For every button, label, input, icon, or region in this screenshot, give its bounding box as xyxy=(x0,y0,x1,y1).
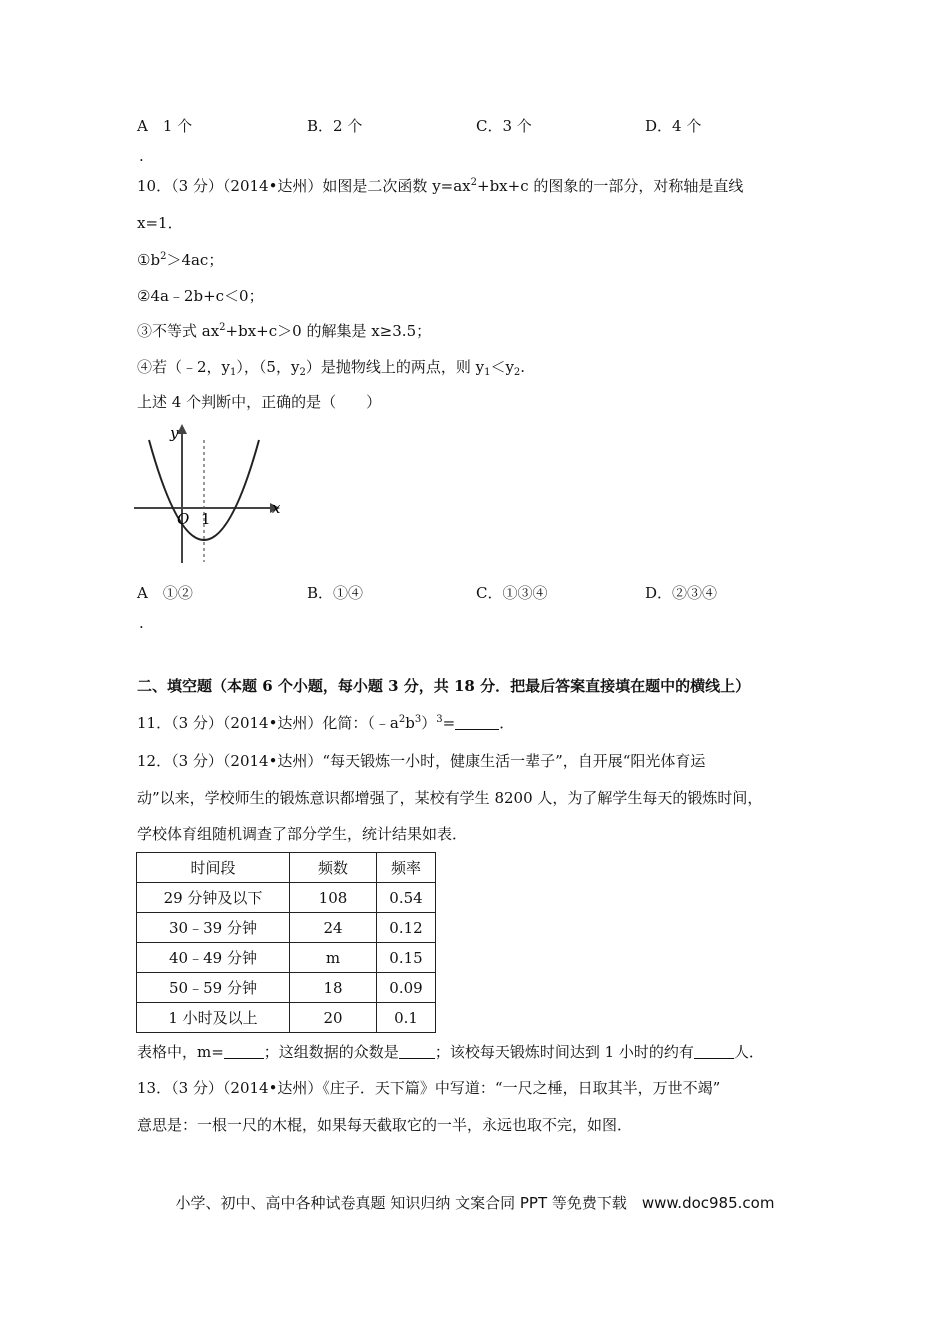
q10-s4-sub4: 2 xyxy=(513,367,521,378)
q10-s1-exp: 2 xyxy=(160,251,167,262)
q10-s3-text: ③不等式 ax xyxy=(137,322,220,340)
q12-after-c: ；该校每天锻炼时间达到 1 小时的约有 xyxy=(434,1043,694,1061)
table-cell: m xyxy=(290,943,377,973)
table-header-cell: 频数 xyxy=(290,853,377,883)
q10-s4-text-b: ），（5，y xyxy=(236,358,300,376)
table-header-row xyxy=(137,853,436,883)
q10-stem-text-2: +bx+c 的图象的一部分，对称轴是直线 xyxy=(477,177,744,195)
y-axis-label: y xyxy=(170,424,179,442)
table-cell: 30﹣39 分钟 xyxy=(137,913,290,943)
table-cell: 24 xyxy=(290,913,377,943)
q10-option-d: D．②③④ xyxy=(645,584,718,602)
q10-s4-text-a: ④若（﹣2，y xyxy=(137,358,231,376)
q12-mode-blank[interactable] xyxy=(399,1044,435,1059)
q10-s4-sub3: 1 xyxy=(484,367,491,378)
q10-statement-4 xyxy=(137,357,525,377)
q10-option-c: C．①③④ xyxy=(476,584,548,602)
section-heading: 二、填空题（本题 6 个小题，每小题 3 分，共 18 分．把最后答案直接填在题中的横线上） xyxy=(137,677,751,695)
q12-line3: 学校体育组随机调查了部分学生，统计结果如表． xyxy=(137,825,468,843)
q10-s4-sub1: 1 xyxy=(230,367,237,378)
q10-question: 上述 4 个判断中，正确的是（ ） xyxy=(137,393,382,411)
origin-label: O xyxy=(177,510,190,528)
q13-line2: 意思是：一根一尺的木棍，如果每天截取它的一半，永远也取不完，如图． xyxy=(137,1116,633,1134)
q10-s4-text-c: ）是抛物线上的两点，则 y xyxy=(305,358,485,376)
q10-s4-text-e: . xyxy=(520,358,526,376)
q11-b: b xyxy=(405,714,415,732)
q9-option-d: D．4 个 xyxy=(645,117,702,135)
q11-text: 11．（3 分）（2014•达州）化简：（﹣a xyxy=(137,714,399,732)
q10-stem-text: 10．（3 分）（2014•达州）如图是二次函数 y=ax xyxy=(137,177,471,195)
q10-stem-line1 xyxy=(137,176,743,196)
table-cell: 18 xyxy=(290,973,377,1003)
y-axis-arrow-icon xyxy=(177,424,187,434)
footer-text: 小学、初中、高中各种试卷真题 知识归纳 文案合同 PPT 等免费下载 www.doc985.com xyxy=(175,1194,775,1212)
q11-end: ． xyxy=(499,714,515,732)
q10-statement-3 xyxy=(137,321,431,341)
table-cell: 0.12 xyxy=(377,913,436,943)
q11-close: ） xyxy=(421,714,437,732)
tick-label-1: 1 xyxy=(201,510,211,528)
table-row xyxy=(137,973,436,1003)
q10-s3-text-2: +bx+c＞0 的解集是 x≥3.5； xyxy=(225,322,432,340)
q10-option-dot: . xyxy=(139,614,144,632)
table-cell: 0.09 xyxy=(377,973,436,1003)
q10-statement-1 xyxy=(137,250,223,270)
table-cell: 0.15 xyxy=(377,943,436,973)
q10-s4-text-d: ＜y xyxy=(490,358,514,376)
q10-option-b: B．①④ xyxy=(307,584,364,602)
table-header-cell: 频率 xyxy=(377,853,436,883)
q10-exponent: 2 xyxy=(470,177,478,188)
table-cell: 1 小时及以上 xyxy=(137,1003,290,1033)
q10-s3-exp: 2 xyxy=(219,322,226,333)
q9-option-a: A 1 个 xyxy=(137,117,193,135)
table-cell: 20 xyxy=(290,1003,377,1033)
q11-line xyxy=(137,713,514,733)
table-cell: 108 xyxy=(290,883,377,913)
q12-answer-line xyxy=(137,1042,764,1062)
q11-eq: = xyxy=(442,714,456,732)
table-cell: 40﹣49 分钟 xyxy=(137,943,290,973)
table-cell: 50﹣59 分钟 xyxy=(137,973,290,1003)
q11-exp1: 2 xyxy=(398,714,406,725)
table-header-cell: 时间段 xyxy=(137,853,290,883)
q10-parabola-figure xyxy=(130,420,290,570)
q10-s1-text: ①b xyxy=(137,251,161,269)
q9-option-dot: . xyxy=(139,147,144,165)
q10-option-a: A ①② xyxy=(137,584,193,602)
table-row xyxy=(137,883,436,913)
table-row xyxy=(137,913,436,943)
q12-after-a: 表格中，m= xyxy=(137,1043,224,1061)
table-row xyxy=(137,1003,436,1033)
q13-line1: 13．（3 分）（2014•达州）《庄子．天下篇》中写道：“一尺之棰，日取其半，万世不竭” xyxy=(137,1079,721,1097)
table-row xyxy=(137,943,436,973)
q11-exp2: 3 xyxy=(414,714,422,725)
q10-s1-text-2: ＞4ac； xyxy=(166,251,224,269)
q11-exp3: 3 xyxy=(436,714,443,725)
table-cell: 0.1 xyxy=(377,1003,436,1033)
q12-m-blank[interactable] xyxy=(224,1044,264,1059)
frequency-table xyxy=(136,852,436,1033)
q10-stem-line2: x=1． xyxy=(137,214,183,232)
q12-line1: 12．（3 分）（2014•达州）“每天锻炼一小时，健康生活一辈子”，自开展“阳光体育运 xyxy=(137,752,706,770)
table-cell: 29 分钟及以下 xyxy=(137,883,290,913)
q9-option-b: B．2 个 xyxy=(307,117,363,135)
q12-after-b: ；这组数据的众数是 xyxy=(263,1043,399,1061)
q12-line2: 动”以来，学校师生的锻炼意识都增强了，某校有学生 8200 人，为了解学生每天的锻炼时间， xyxy=(137,789,763,807)
q11-answer-blank[interactable] xyxy=(455,715,499,730)
q10-statement-2: ②4a﹣2b+c＜0； xyxy=(137,287,264,305)
q12-count-blank[interactable] xyxy=(694,1044,734,1059)
q12-after-d: 人． xyxy=(733,1043,764,1061)
q10-s4-sub2: 2 xyxy=(299,367,306,378)
table-cell: 0.54 xyxy=(377,883,436,913)
q9-option-c: C．3 个 xyxy=(476,117,532,135)
x-axis-label: x xyxy=(272,499,281,517)
